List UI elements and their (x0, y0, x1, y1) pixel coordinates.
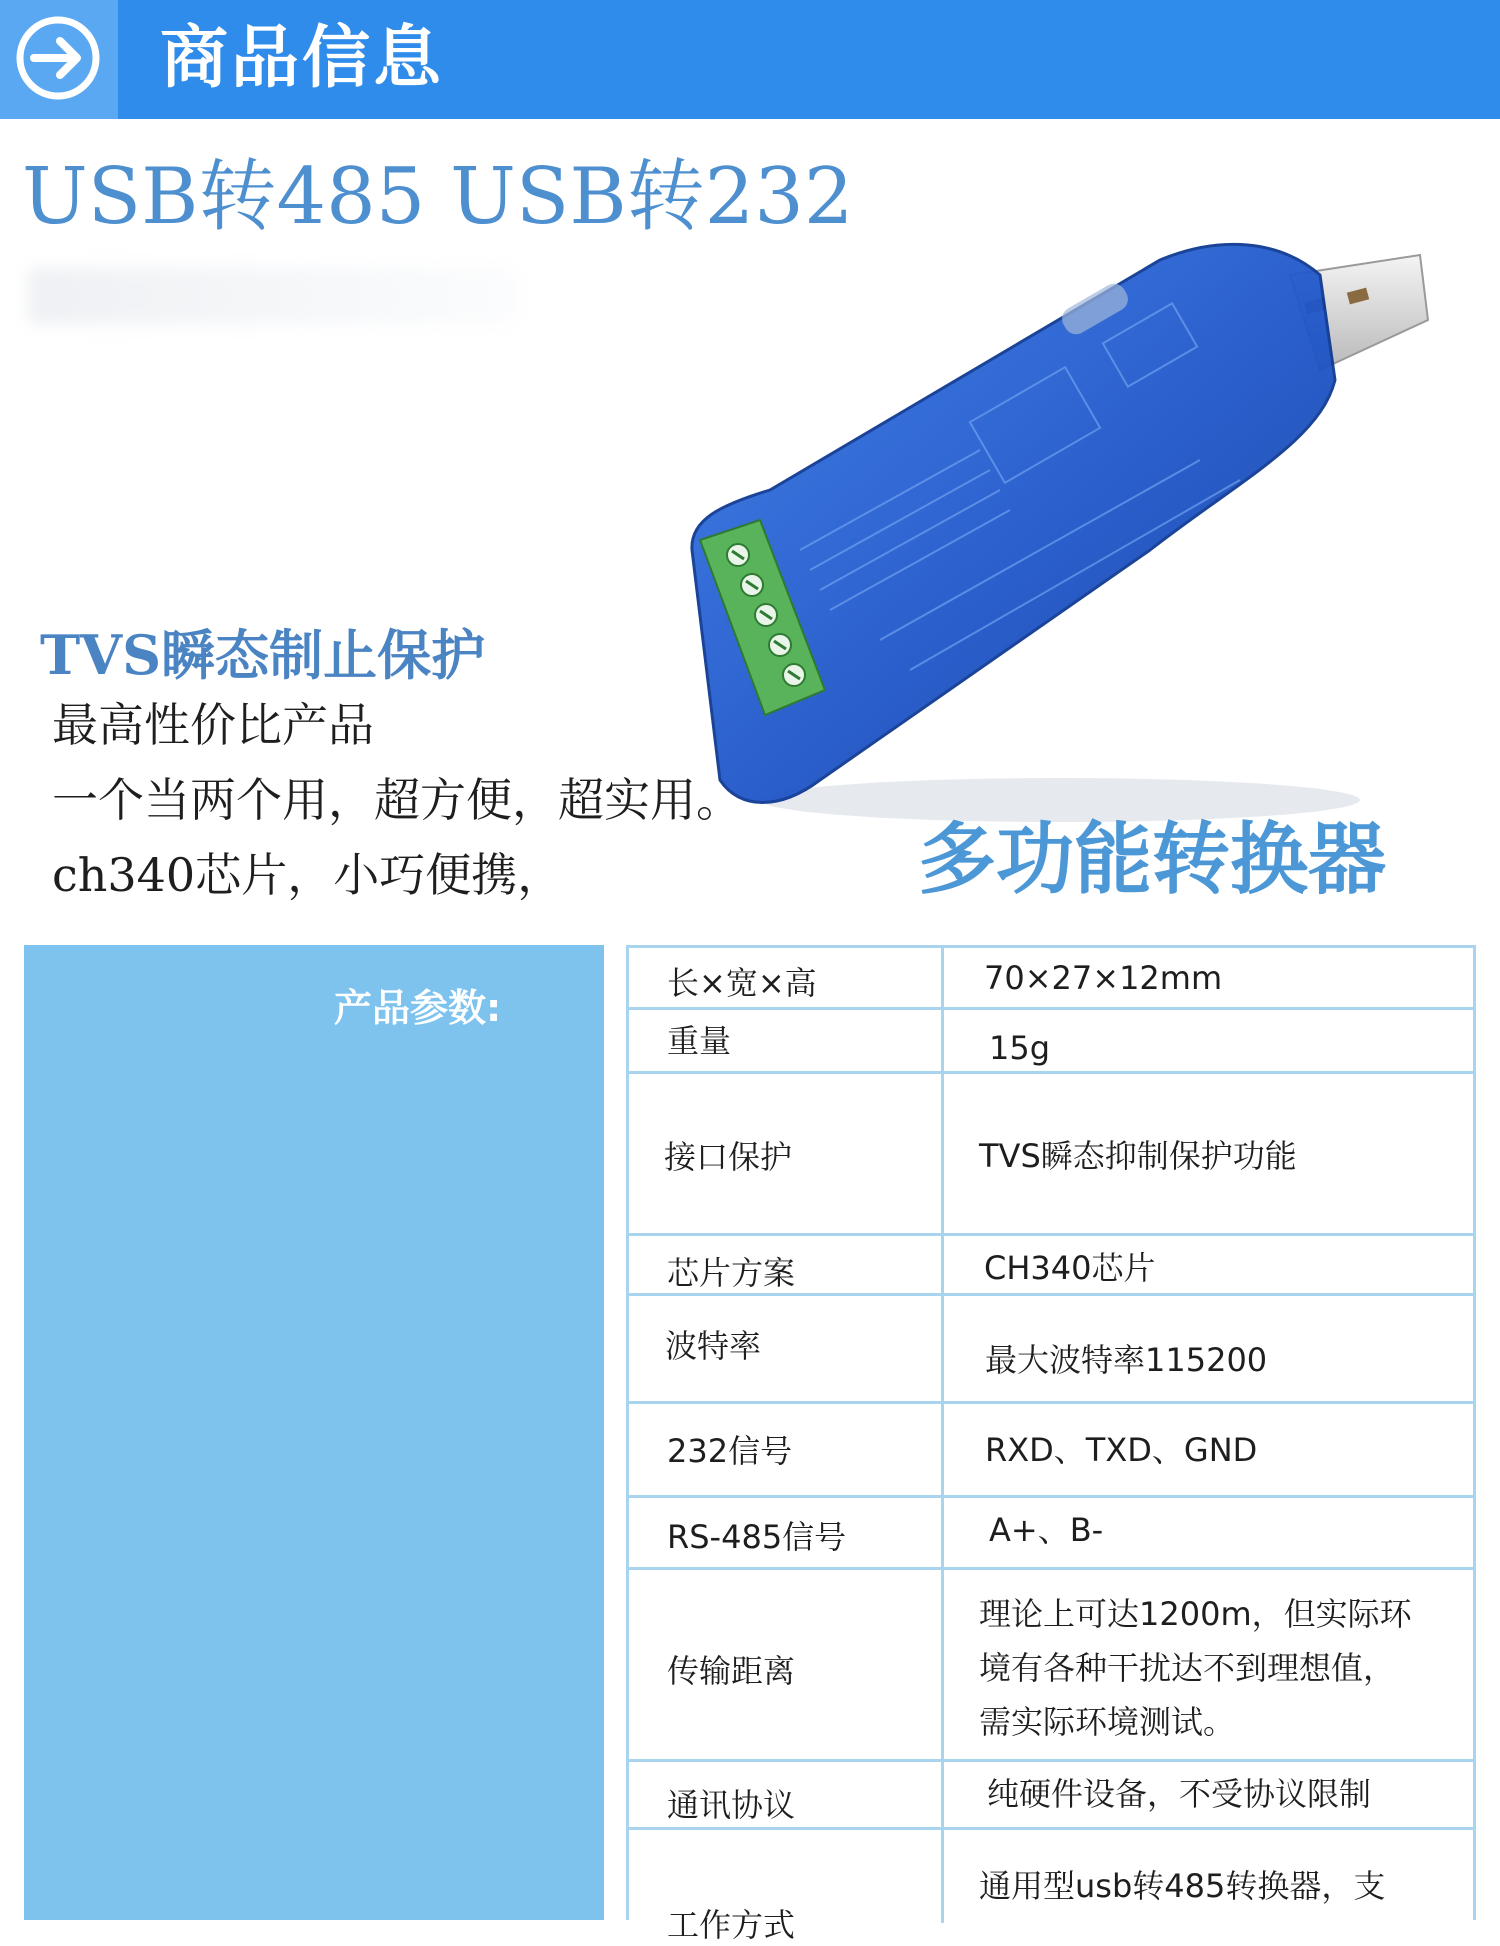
table-row (629, 1498, 1473, 1570)
spec-label: 芯片方案 (667, 1254, 796, 1292)
table-row (629, 1010, 1473, 1074)
feature-line-3: ch340芯片，小巧便携， (52, 848, 564, 902)
table-row (629, 1830, 1473, 1944)
params-label: 产品参数: (334, 986, 502, 1030)
product-image (680, 220, 1440, 840)
spec-value: 通用型usb转485转换器，支 (979, 1867, 1386, 1905)
faded-subtitle (28, 268, 518, 324)
header-title: 商品信息 (160, 19, 445, 98)
spec-label: RS-485信号 (667, 1518, 847, 1556)
product-caption: 多功能转换器 (918, 814, 1387, 905)
spec-value: 最大波特率115200 (985, 1341, 1268, 1379)
page-header (0, 0, 1500, 119)
spec-value-line: 境有各种干扰达不到理想值， (979, 1649, 1396, 1687)
table-row (629, 948, 1473, 1010)
product-title: USB转485 USB转232 (22, 152, 854, 242)
spec-label: 传输距离 (667, 1652, 796, 1690)
spec-value: CH340芯片 (984, 1249, 1156, 1287)
spec-value: TVS瞬态抑制保护功能 (979, 1137, 1297, 1175)
table-row (629, 1074, 1473, 1236)
spec-value: A+、B- (989, 1511, 1104, 1549)
spec-value: 纯硬件设备，不受协议限制 (987, 1775, 1372, 1813)
spec-label: 通讯协议 (667, 1786, 796, 1824)
spec-label: 接口保护 (664, 1138, 793, 1176)
feature-line-2: 一个当两个用，超方便，超实用。 (52, 773, 742, 827)
arrow-right-circle-icon (14, 14, 102, 102)
spec-label: 重量 (667, 1022, 732, 1060)
feature-line-1: 最高性价比产品 (52, 698, 374, 752)
spec-table (626, 945, 1476, 1944)
spec-label: 232信号 (667, 1432, 793, 1470)
table-row (629, 1762, 1473, 1830)
table-row (629, 1570, 1473, 1762)
feature-title: TVS瞬态制止保护 (40, 623, 486, 687)
spec-label: 波特率 (665, 1327, 762, 1365)
spec-value: 15g (989, 1029, 1051, 1067)
spec-value-line: 理论上可达1200m，但实际环 (979, 1595, 1412, 1633)
table-row (629, 1404, 1473, 1498)
params-panel (24, 945, 604, 1920)
header-icon-box (0, 0, 118, 119)
spec-value: 70×27×12mm (984, 959, 1223, 997)
spec-value-line: 需实际环境测试。 (979, 1703, 1236, 1741)
spec-label: 工作方式 (667, 1906, 796, 1944)
spec-label: 长×宽×高 (667, 964, 817, 1002)
table-row (629, 1296, 1473, 1404)
table-row (629, 1236, 1473, 1296)
spec-value: RXD、TXD、GND (985, 1431, 1258, 1469)
